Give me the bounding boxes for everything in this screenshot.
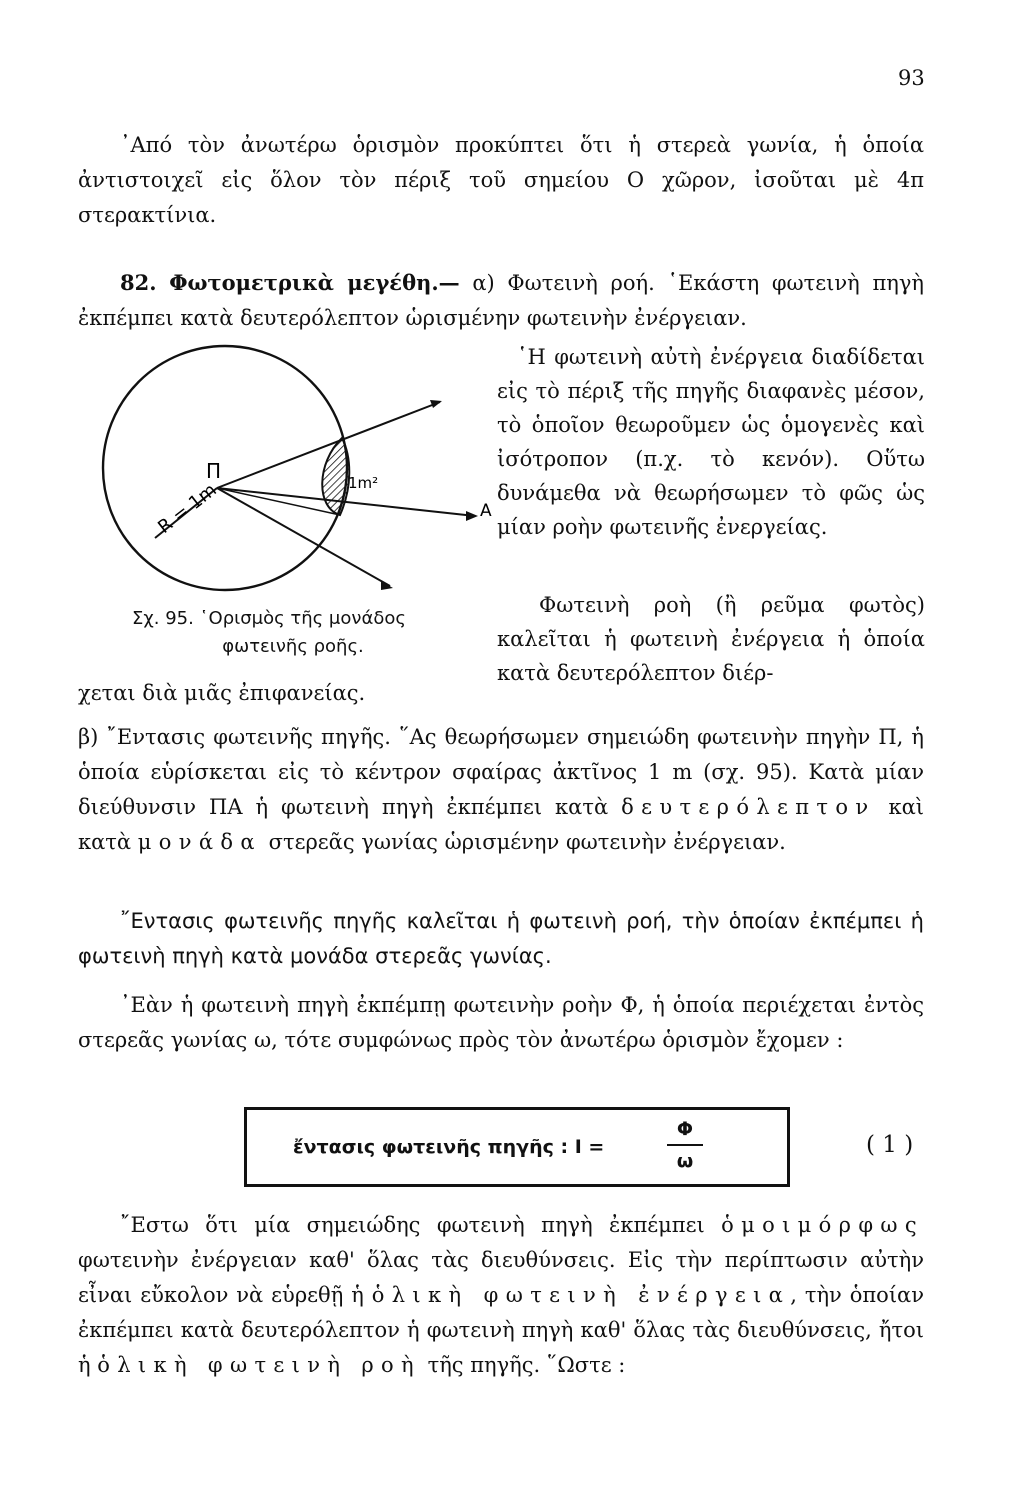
label-radius: R = 1m: [154, 479, 221, 538]
last-spaced-2: ὁλικὴ φωτεινὴ ἐνέργεια: [371, 1283, 791, 1307]
ray-middle: [217, 488, 340, 515]
sphere-diagram: [90, 338, 510, 598]
formula-fraction: [667, 1118, 703, 1172]
last-spaced-1: ὁμοιμόρφως: [721, 1213, 924, 1237]
section-number: 82.: [120, 270, 157, 295]
unit-area-patch: [322, 438, 349, 515]
beta-mid: καὶ κατὰ: [78, 795, 924, 854]
last-a: ῎Εστω ὅτι μία σημειώδης φωτεινὴ πηγὴ ἐκπέμπει: [120, 1213, 722, 1237]
paragraph-luminous-flux-def-continued: χεται διὰ μιᾶς ἐπιφανείας.: [78, 681, 366, 705]
equation-number: ( 1 ): [866, 1132, 914, 1158]
paragraph-luminous-flux-def: Φωτεινὴ ροὴ (ἢ ρεῦμα φωτὸς) καλεῖται ἡ φωτεινὴ ἐνέργεια ἡ ὁποία κατὰ δευτερόλεπτον διέρ-: [497, 593, 925, 685]
beta-spaced-word-1: δευτερόλεπτον: [621, 795, 876, 819]
paragraph-uniform-source: [78, 1208, 924, 1383]
paragraph-if-flux: ᾿Εὰν ἡ φωτεινὴ πηγὴ ἐκπέμπῃ φωτεινὴν ροὴν Φ, ἡ ὁποία περιέχεται ἐντὸς στερεᾶς γωνίας ω, τότε συμφώνως πρὸς τὸν ἀνωτέρω ὁρισμὸν ἔχομεν :: [78, 993, 924, 1052]
label-direction-a: Α: [480, 501, 492, 521]
figure-caption: [128, 605, 458, 661]
last-d: τῆς πηγῆς. ῞Ωστε :: [420, 1353, 626, 1377]
formula-denominator: ω: [676, 1150, 694, 1172]
beta-tail: στερεᾶς γωνίας ὡρισμένην φωτεινὴν ἐνέργειαν.: [261, 830, 786, 854]
last-spaced-3: ὁλικὴ φωτεινὴ ροὴ: [97, 1353, 421, 1377]
paragraph-intensity: [78, 720, 924, 860]
label-source-p: Π: [206, 459, 222, 483]
beta-spaced-word-2: μονάδα: [137, 830, 262, 854]
paragraph-solid-angle: ᾿Από τὸν ἀνωτέρω ὁρισμὸν προκύπτει ὅτι ἡ στερεὰ γωνία, ἡ ὁποία ἀντιστοιχεῖ εἰς ὅλον τὸν πέριξ τοῦ σημείου Ο χῶρον, ἰσοῦται μὲ 4π στερακτίνια.: [78, 133, 924, 227]
sphere-outline: [103, 346, 347, 590]
figure-95-diagram: [90, 338, 510, 598]
caption-line-1: Σχ. 95. ῾Ορισμὸς τῆς μονάδος: [132, 608, 406, 629]
section-82-heading: [78, 265, 924, 336]
section-intro: α) Φωτεινὴ ροή. ῾Εκάστη φωτεινὴ πηγὴ ἐκπέμπει κατὰ δευτερόλεπτον ὡρισμένην φωτεινὴν ἐνέργειαν.: [78, 271, 924, 330]
last-c: , τὴν ὁποίαν ἐκπέμπει κατὰ δευτερόλεπτον ἡ φωτεινὴ πηγὴ καθ' ὅλας τὰς διευθύνσεις, ἤτοι ἡ: [78, 1283, 924, 1377]
caption-line-2: φωτεινῆς ροῆς.: [222, 636, 364, 657]
section-title: Φωτομετρικὰ μεγέθη.—: [169, 270, 460, 295]
formula-label: ἔντασις φωτεινῆς πηγῆς : I =: [293, 1136, 605, 1158]
last-b: φωτεινὴν ἐνέργειαν καθ' ὅλας τὰς διευθύνσεις. Εἰς τὴν περίπτωσιν αὐτὴν εἶναι εὔκολον νὰ εὑρεθῇ ἡ: [78, 1248, 924, 1307]
page-number: 93: [898, 66, 925, 90]
paragraph-intensity-definition: ῎Εντασις φωτεινῆς πηγῆς καλεῖται ἡ φωτεινὴ ροή, τὴν ὁποίαν ἐκπέμπει ἡ φωτεινὴ πηγὴ κατὰ μονάδα στερεᾶς γωνίας.: [78, 909, 924, 968]
beta-lead: β) ῎Εντασις φωτεινῆς πηγῆς. ῞Ας θεωρήσωμεν σημειώδη φωτεινὴν πηγὴν Π, ἡ ὁποία εὑρίσκεται εἰς τὸ κέντρον σφαίρας ἀκτῖνος 1 m (σχ. 95). Κατὰ μίαν διεύθυνσιν ΠΑ ἡ φωτεινὴ πηγὴ ἐκπέμπει κατὰ: [78, 725, 924, 819]
ray-lower: [217, 488, 390, 586]
formula-numerator: Φ: [667, 1118, 703, 1146]
paragraph-propagation: ῾Η φωτεινὴ αὐτὴ ἐνέργεια διαδίδεται εἰς τὸ πέριξ τῆς πηγῆς διαφανὲς μέσον, τὸ ὁποῖον θεωροῦμεν ὡς ὁμογενὲς καὶ ἰσότροπον (π.χ. τὸ κενόν). Οὕτω δυνάμεθα νὰ θεωρήσωμεν τὸ φῶς ὡς μίαν ροὴν φωτεινῆς ἐνεργείας.: [497, 345, 925, 539]
label-unit-area: 1m²: [348, 474, 379, 492]
formula-box: [244, 1107, 790, 1187]
